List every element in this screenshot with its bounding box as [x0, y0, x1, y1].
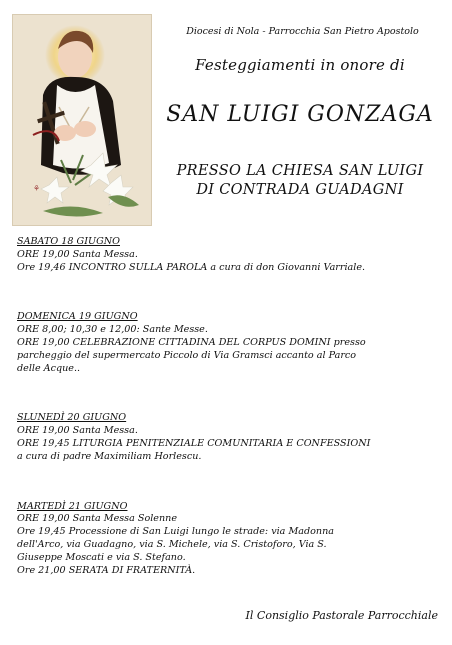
program-line: delle Acque.. [17, 362, 81, 374]
saint-holy-card-image [12, 14, 152, 226]
program-line: Ore 21,00 SERATA DI FRATERNITÀ. [17, 564, 196, 576]
location-line-2: DI CONTRADA GUADAGNI [196, 182, 404, 198]
svg-text:⚘: ⚘ [33, 184, 41, 193]
location-line-1: PRESSO LA CHIESA SAN LUIGI [176, 163, 424, 179]
program-line: ORE 19,00 Santa Messa. [17, 248, 138, 260]
program-line: parcheggio del supermercato Piccolo di Via Gramsci accanto al Parco [17, 349, 357, 361]
program-day-tuesday [17, 501, 442, 578]
church-location [150, 162, 450, 200]
program-line: dell'Arco, via Guadagno, via S. Michele, via S. Cristoforo, Via S. [17, 538, 327, 550]
program-line: Ore 19,46 INCONTRO SULLA PAROLA a cura di don Giovanni Varriale. [17, 261, 366, 273]
program-line: ORE 19,00 Santa Messa Solenne [17, 513, 177, 525]
program-line: Ore 19,45 Processione di San Luigi lungo le strade: via Madonna [17, 526, 334, 538]
day-heading: MARTEDÌ 21 GIUGNO [17, 500, 128, 512]
program-day-monday [17, 412, 442, 463]
day-heading: SABATO 18 GIUGNO [17, 236, 120, 247]
program-line: ORE 8,00; 10,30 e 12,00: Sante Messe. [17, 324, 208, 336]
program-line: ORE 19,00 CELEBRAZIONE CITTADINA DEL CORPUS DOMINI presso [17, 336, 366, 348]
program-schedule [17, 236, 442, 577]
diocese-parish-line: Diocesi di Nola - Parrocchia San Pietro Apostolo [186, 26, 419, 37]
program-line: Giuseppe Moscati e via S. Stefano. [17, 551, 186, 563]
day-heading: DOMENICA 19 GIUGNO [17, 311, 138, 323]
intro-title: Festeggiamenti in onore di [195, 56, 405, 74]
program-line: a cura di padre Maximiliam Horlescu. [17, 450, 202, 462]
program-day-sunday [17, 311, 442, 375]
program-line: ORE 19,00 Santa Messa. [17, 425, 138, 437]
program-line: ORE 19,45 LITURGIA PENITENZIALE COMUNITARIA E CONFESSIONI [17, 437, 371, 449]
saint-name-title: SAN LUIGI GONZAGA [166, 102, 434, 127]
saint-luigi-holy-card-icon [13, 15, 151, 225]
council-signature: Il Consiglio Pastorale Parrocchiale [245, 609, 438, 622]
program-day-saturday [17, 236, 442, 274]
day-heading: SLUNEDÌ 20 GIUGNO [17, 412, 127, 424]
